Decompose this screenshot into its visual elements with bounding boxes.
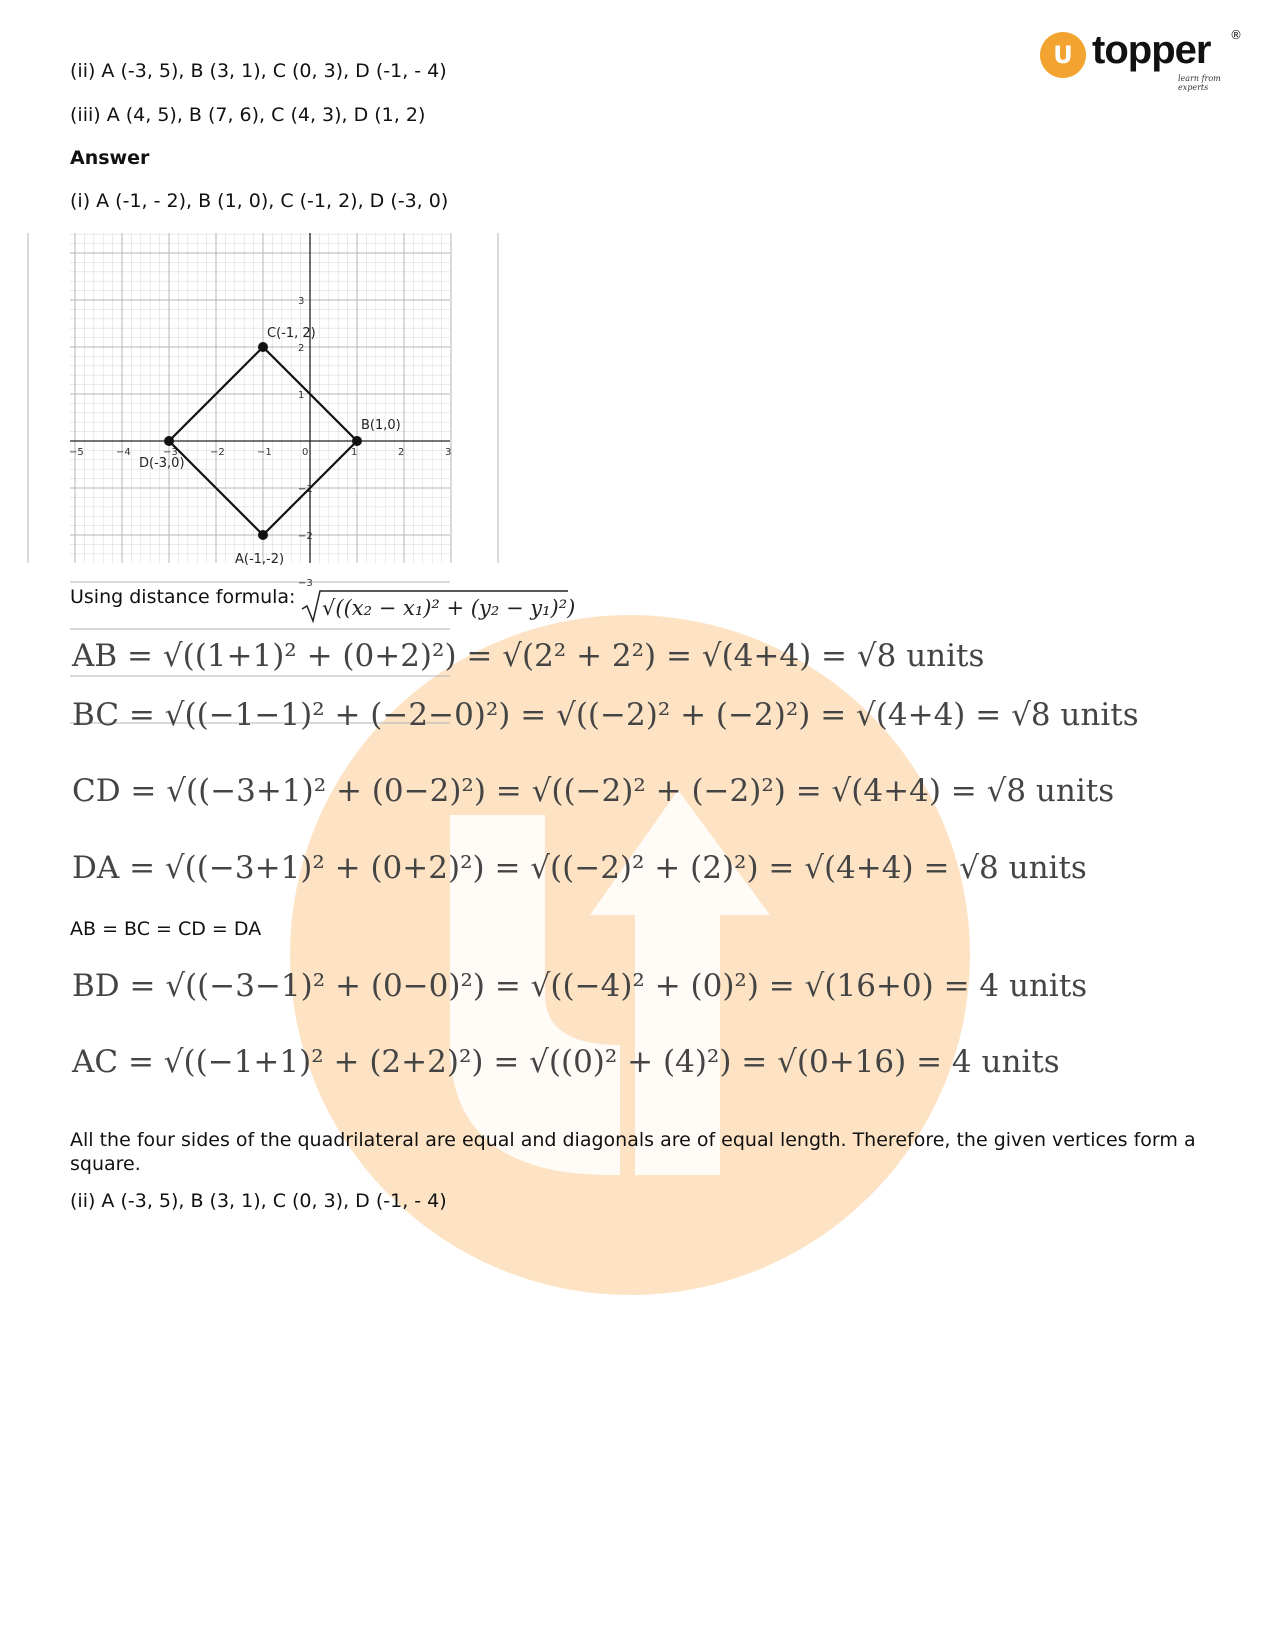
answer-part-1: (i) A (-1, - 2), B (1, 0), C (-1, 2), D (-3, 0) (70, 190, 449, 212)
x-tick-label: 0 (302, 447, 309, 458)
equation-ab: AB = √((1+1)² + (0+2)²) = √(2² + 2²) = √(4+4) = √8 units (72, 638, 985, 674)
point-C (258, 342, 268, 352)
x-tick-label: −5 (69, 447, 84, 458)
x-tick-label: 3 (445, 447, 452, 458)
point-A (258, 530, 268, 540)
logo-icon: U (1040, 32, 1086, 78)
point-label: D(-3,0) (139, 456, 185, 471)
question-part-3: (iii) A (4, 5), B (7, 6), C (4, 3), D (1, 2) (70, 104, 426, 126)
point-label: A(-1,-2) (235, 552, 285, 567)
answer-heading: Answer (70, 147, 150, 169)
y-tick-label: 1 (298, 390, 305, 401)
x-tick-label: −2 (210, 447, 225, 458)
topper-logo (1040, 28, 1242, 92)
question-part-2: (ii) A (-3, 5), B (3, 1), C (0, 3), D (-1, - 4) (70, 60, 447, 82)
coordinate-graph (69, 233, 452, 589)
equation-bc: BC = √((−1−1)² + (−2−0)²) = √((−2)² + (−2)²) = √(4+4) = √8 units (72, 697, 1139, 733)
distance-formula (300, 585, 576, 625)
conclusion-text: All the four sides of the quadrilateral are equal and diagonals are of equal length. Therefore, the given vertices form a square. (70, 1129, 1196, 1175)
equation-ac: AC = √((−1+1)² + (2+2)²) = √((0)² + (4)²) = √(0+16) = 4 units (72, 1044, 1060, 1080)
distance-formula-text: √((x₂ − x₁)² + (y₂ − y₁)²) (322, 596, 576, 620)
point-B (352, 436, 362, 446)
x-tick-label: 1 (351, 447, 358, 458)
logo-tagline: learn from experts (1178, 74, 1221, 92)
x-tick-label: −1 (257, 447, 272, 458)
equation-bd: BD = √((−3−1)² + (0−0)²) = √((−4)² + (0)²) = √(16+0) = 4 units (72, 968, 1088, 1004)
equal-sides-statement: AB = BC = CD = DA (70, 918, 262, 940)
point-D (164, 436, 174, 446)
y-tick-label: −2 (298, 531, 313, 542)
registered-mark: ® (1230, 28, 1242, 42)
y-tick-label: 3 (298, 296, 305, 307)
x-tick-label: −3 (163, 447, 178, 458)
point-label: C(-1, 2) (267, 326, 316, 341)
y-tick-label: 2 (298, 343, 305, 354)
question-part-2-repeat: (ii) A (-3, 5), B (3, 1), C (0, 3), D (-1, - 4) (70, 1190, 447, 1212)
x-tick-label: −4 (116, 447, 131, 458)
y-tick-label: −1 (298, 484, 313, 495)
x-tick-label: 2 (398, 447, 405, 458)
distance-formula-label: Using distance formula: (70, 586, 296, 608)
y-tick-label: −3 (298, 578, 313, 589)
equation-cd: CD = √((−3+1)² + (0−2)²) = √((−2)² + (−2)²) = √(4+4) = √8 units (72, 773, 1115, 809)
logo-text: topper (1092, 28, 1211, 72)
equation-da: DA = √((−3+1)² + (0+2)²) = √((−2)² + (2)²) = √(4+4) = √8 units (72, 850, 1087, 886)
point-label: B(1,0) (361, 418, 401, 433)
